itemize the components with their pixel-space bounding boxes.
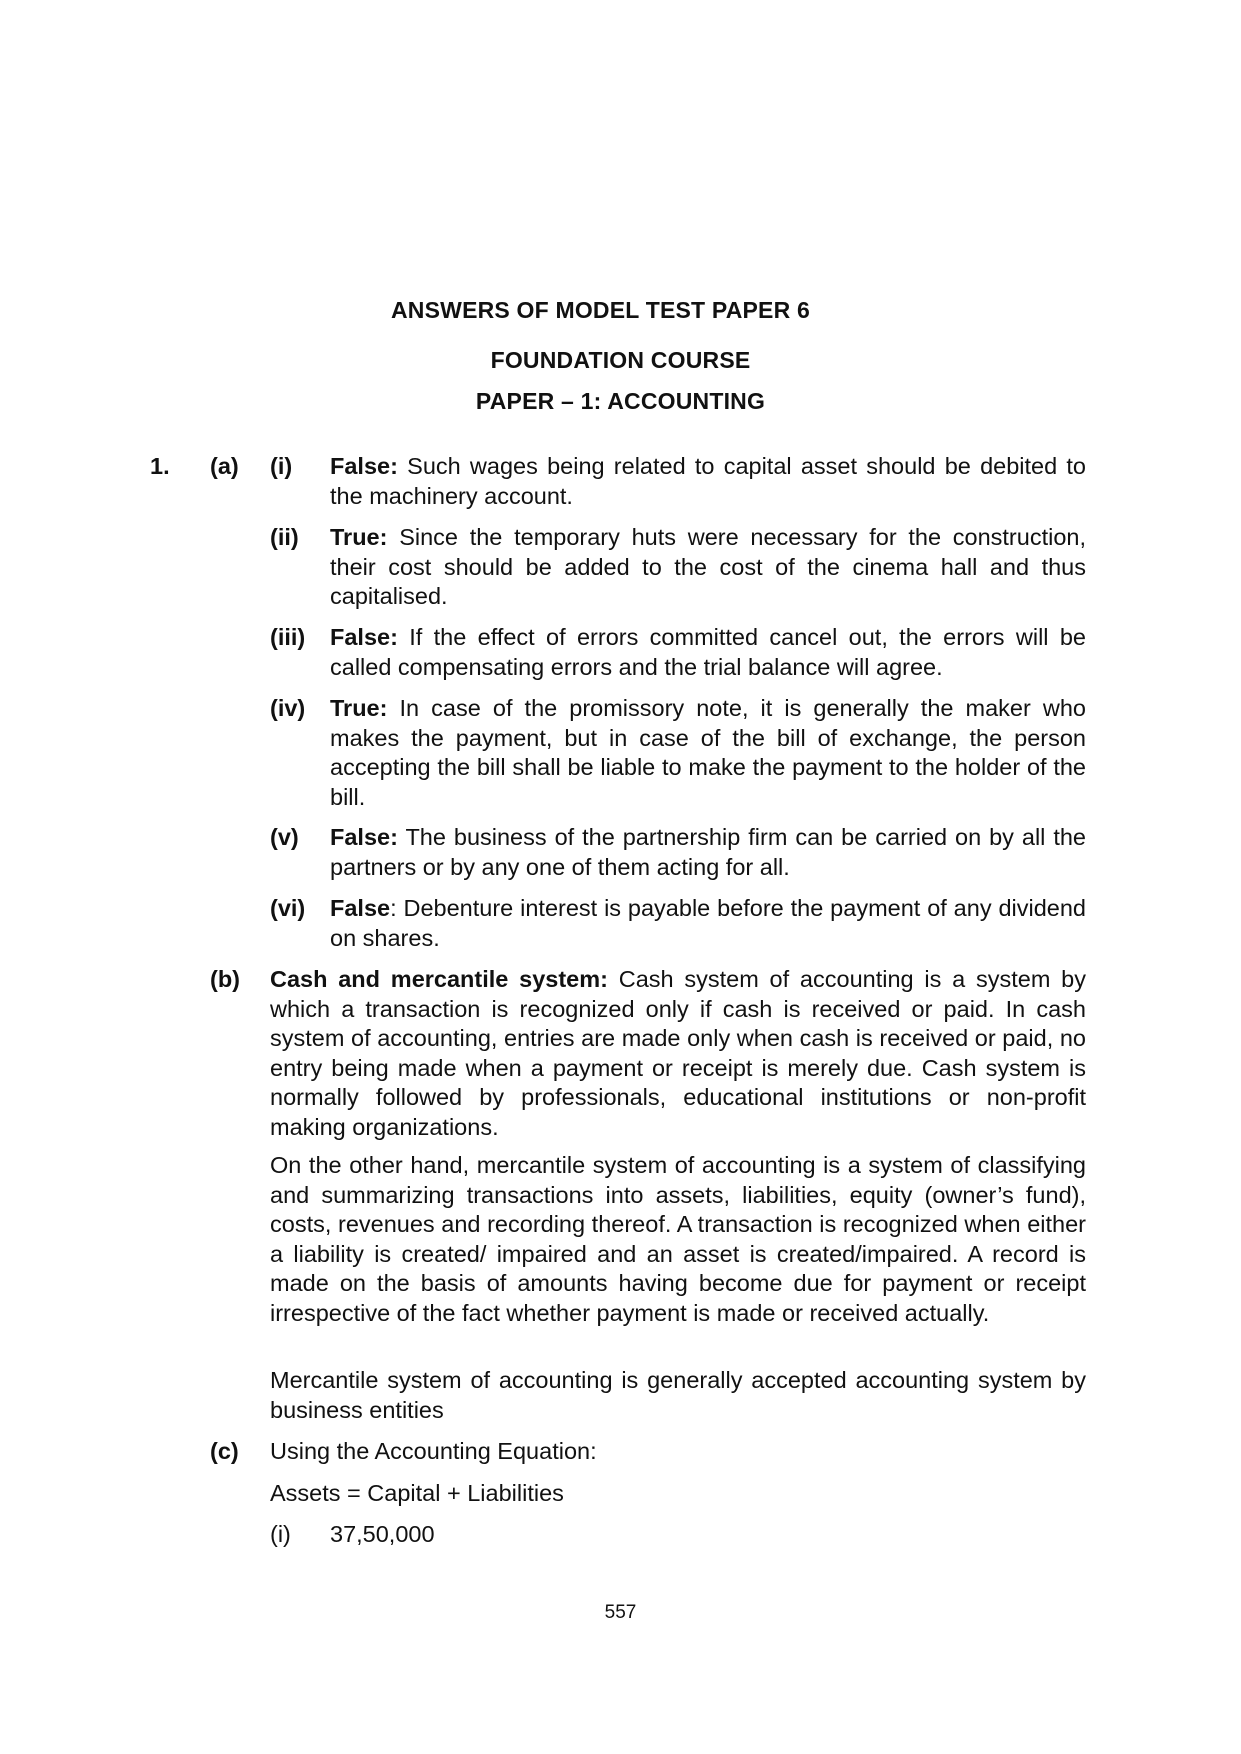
part-c-intro: Using the Accounting Equation: [270, 1438, 597, 1464]
answer-text: In case of the promissory note, it is generally the maker who makes the payment, but in case of the bill of exchange, the person accepting the bill shall be liable to make the payment to the holder of the bill. [330, 695, 1086, 810]
part-c-label: (c) [210, 1438, 239, 1464]
answer-item [330, 623, 1086, 682]
answer-text: : Debenture interest is payable before the payment of any dividend on shares. [330, 895, 1086, 951]
item-number: (ii) [270, 524, 299, 550]
answer-verdict: False [330, 895, 391, 921]
answer-item [330, 894, 1086, 953]
item-number: (iii) [270, 624, 306, 650]
paper-title: PAPER – 1: ACCOUNTING [475, 388, 766, 414]
accounting-equation: Assets = Capital + Liabilities [270, 1480, 564, 1506]
answer-item [330, 523, 1086, 612]
part-a-label: (a) [210, 453, 239, 479]
course-title: FOUNDATION COURSE [490, 347, 751, 373]
answer-item [330, 694, 1086, 812]
item-number: (i) [270, 1521, 291, 1547]
part-b-paragraph-1 [270, 965, 1086, 1142]
answer-value: 37,50,000 [330, 1521, 435, 1547]
answer-text: Since the temporary huts were necessary for the construction, their cost should be added to the cost of the cinema hall and thus capitalised. [330, 524, 1086, 609]
question-number: 1. [150, 453, 170, 479]
answer-text: The business of the partnership firm can be carried on by all the partners or by any one of them acting for all. [330, 824, 1086, 880]
answer-verdict: False: [330, 624, 398, 650]
item-number: (vi) [270, 895, 306, 921]
answer-verdict: True: [330, 524, 388, 550]
page-number: 557 [604, 1602, 637, 1623]
part-b-paragraph-2: On the other hand, mercantile system of accounting is a system of classifying and summarizing transactions into assets, liabilities, equity (owner’s fund), costs, revenues and recording thereof. A transaction is recognized when either a liability is created/ impaired and an asset is created/impaired. A record is made on the basis of amounts having become due for payment or receipt irrespective of the fact whether payment is made or received actually. [270, 1152, 1086, 1326]
answer-verdict: True: [330, 695, 388, 721]
answer-item [330, 452, 1086, 511]
answer-item [330, 823, 1086, 882]
answer-text: If the effect of errors committed cancel out, the errors will be called compensating errors and the trial balance will agree. [330, 624, 1086, 680]
part-b-title: Cash and mercantile system: [270, 966, 608, 992]
item-number: (v) [270, 824, 299, 850]
part-b-label: (b) [210, 966, 241, 992]
item-number: (iv) [270, 695, 306, 721]
answer-verdict: False: [330, 824, 398, 850]
part-b-text: Cash system of accounting is a system by which a transaction is recognized only if cash is received or paid. In cash system of accounting, entries are made only when cash is received or paid, no entry being made when a payment or receipt is merely due. Cash system is normally followed by professionals, educational institutions or non-profit making organizations. [270, 966, 1086, 1140]
document-title: ANSWERS OF MODEL TEST PAPER 6 [391, 297, 810, 323]
answer-verdict: False: [330, 453, 398, 479]
item-number: (i) [270, 453, 293, 479]
part-b-paragraph-3: Mercantile system of accounting is generally accepted accounting system by business entities [270, 1367, 1086, 1423]
answer-text: Such wages being related to capital asset should be debited to the machinery account. [330, 453, 1086, 509]
